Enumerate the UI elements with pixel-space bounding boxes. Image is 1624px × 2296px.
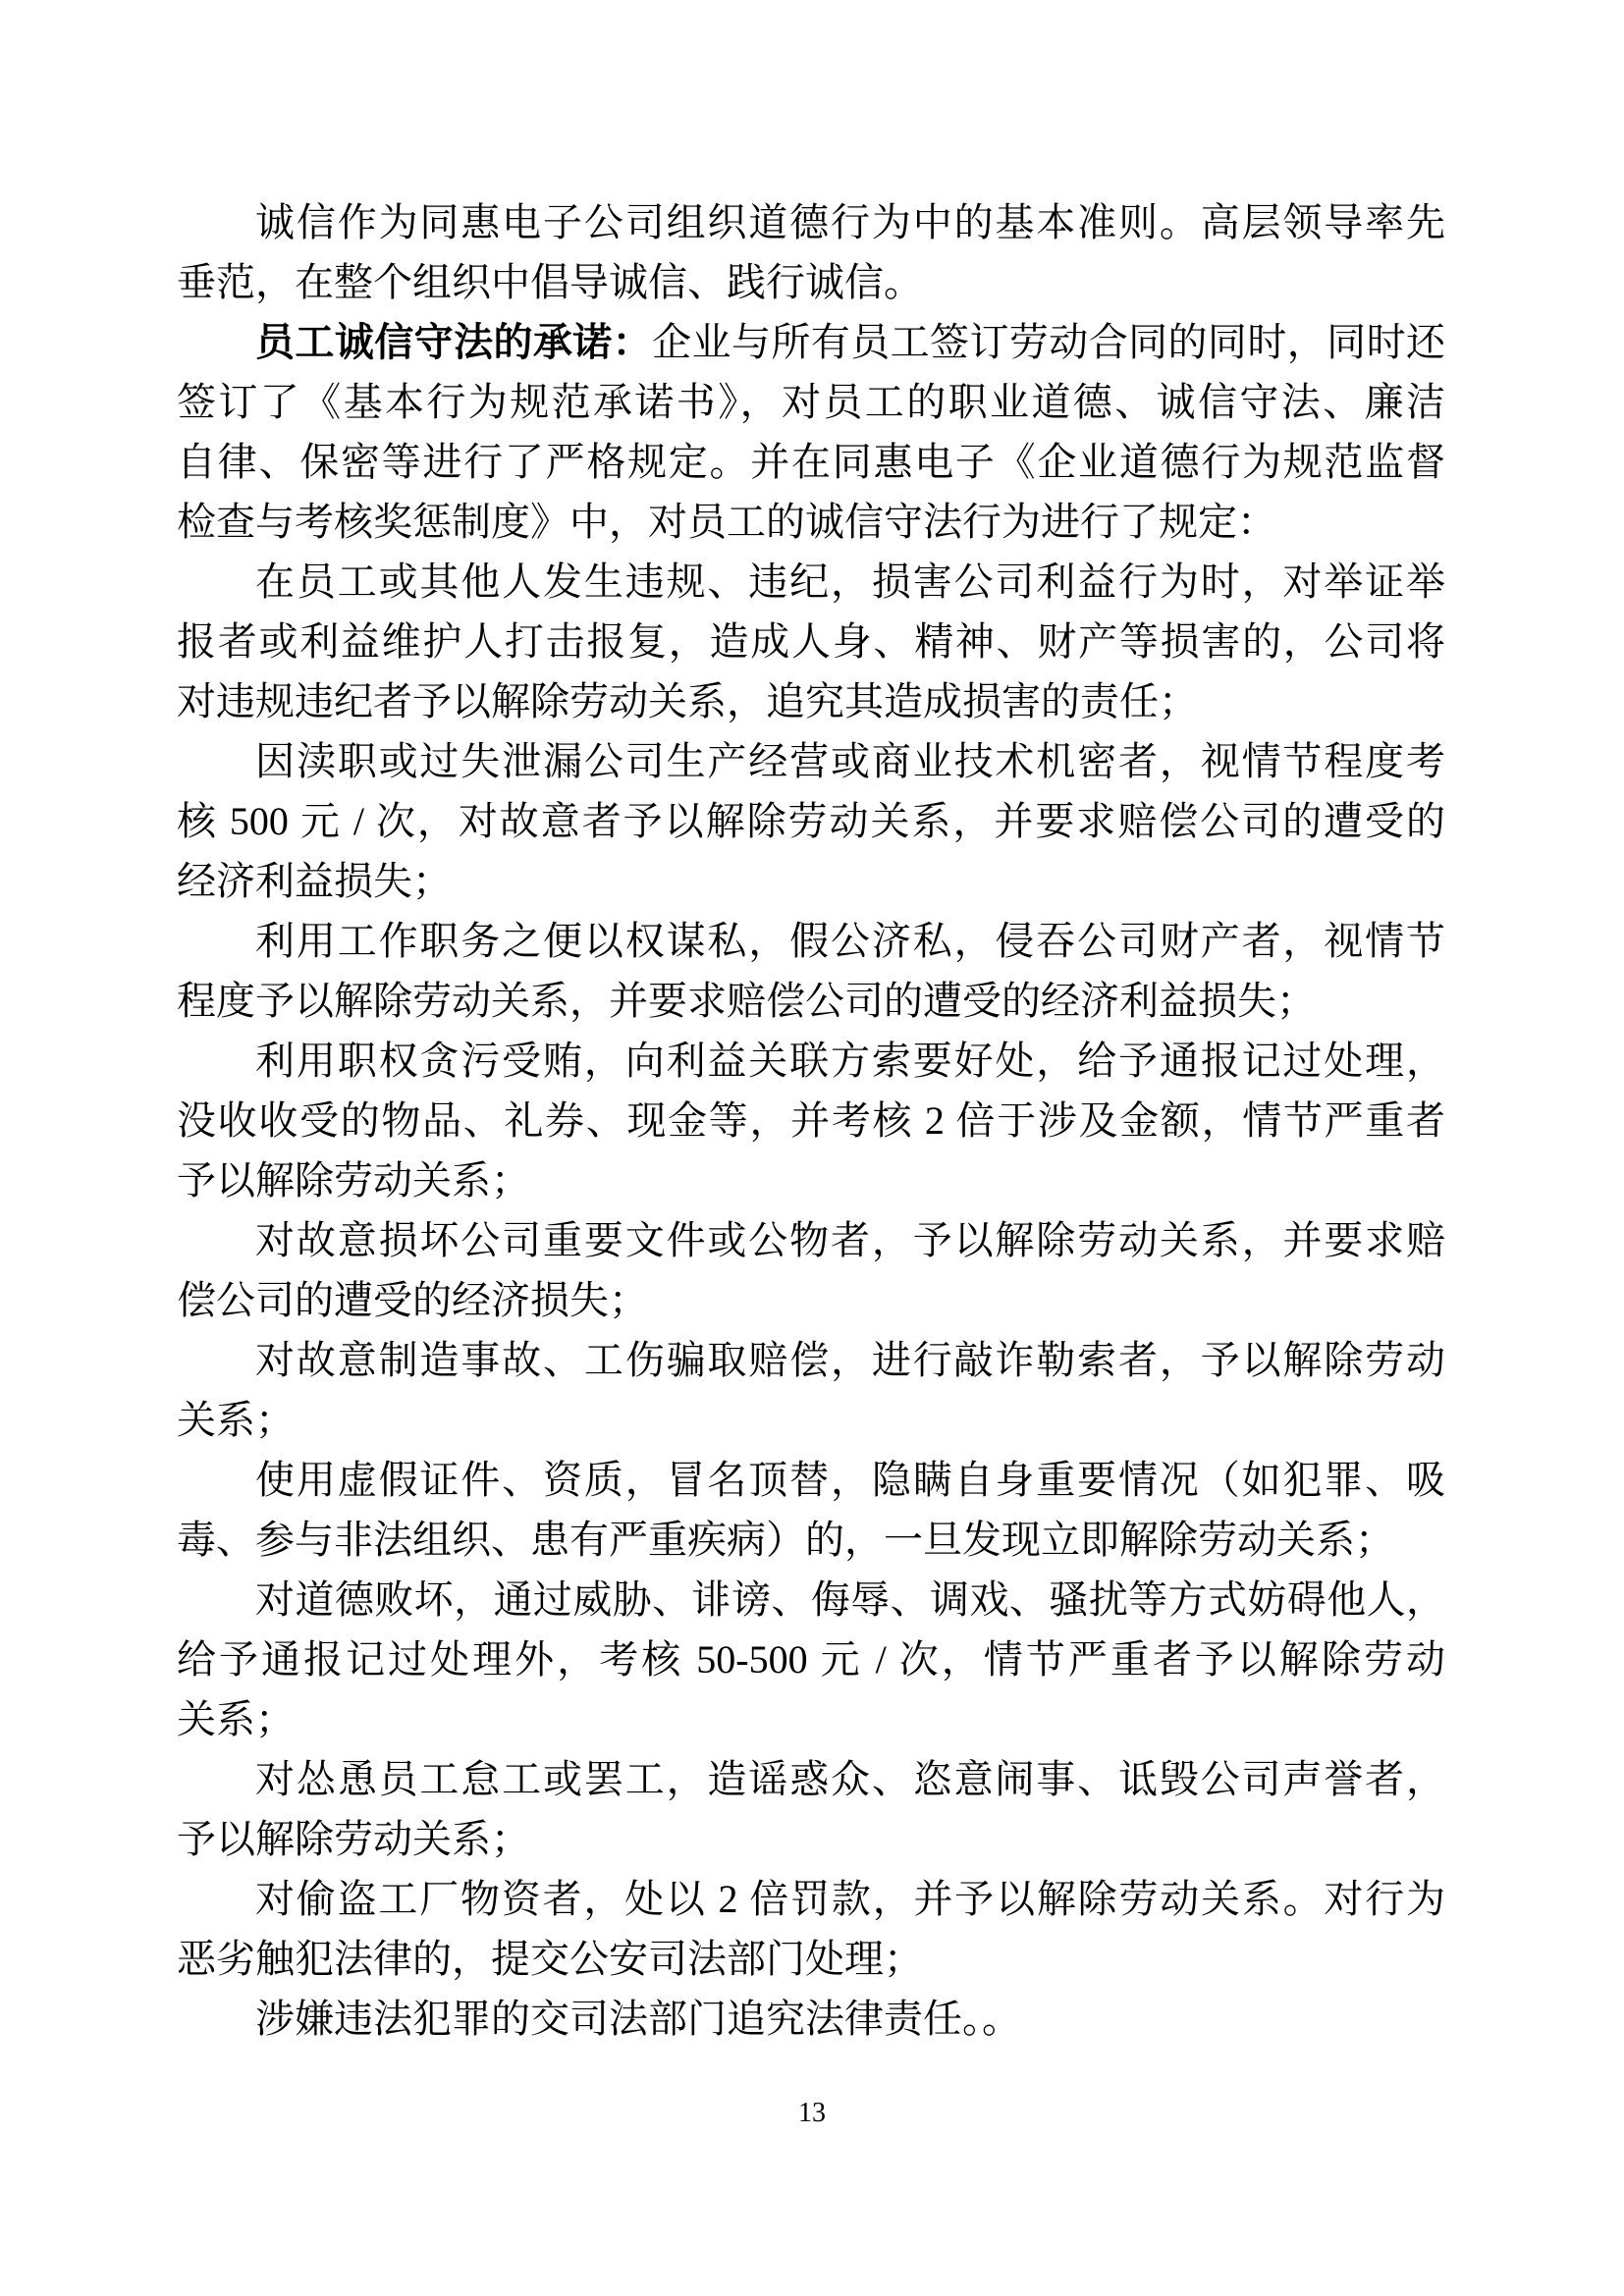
doc-line: 对怂恿员工怠工或罢工，造谣惑众、恣意闹事、诋毁公司声誉者， [255,1757,1445,1801]
doc-line: 在员工或其他人发生违规、违纪，损害公司利益行为时，对举证举 [255,560,1445,604]
doc-line: 核 500 元 / 次，对故意者予以解除劳动关系，并要求赔偿公司的遭受的 [177,799,1445,843]
doc-line: 利用工作职务之便以权谋私，假公济私，侵吞公司财产者，视情节 [255,919,1445,963]
doc-line: 给予通报记过处理外，考核 50-500 元 / 次，情节严重者予以解除劳动 [177,1637,1445,1682]
doc-line: 关系； [177,1697,295,1741]
doc-line: 予以解除劳动关系； [177,1158,530,1202]
doc-line: 对故意制造事故、工伤骗取赔偿，进行敲诈勒索者，予以解除劳动 [255,1338,1445,1382]
doc-line: 利用职权贪污受贿，向利益关联方索要好处，给予通报记过处理， [255,1039,1445,1083]
doc-line: 因渎职或过失泄漏公司生产经营或商业技术机密者，视情节程度考 [255,739,1445,783]
doc-line: 经济利益损失； [177,859,452,903]
doc-line: 对道德败坏，通过威胁、诽谤、侮辱、调戏、骚扰等方式妨碍他人， [255,1577,1445,1622]
doc-line: 涉嫌违法犯罪的交司法部门追究法律责任。。 [255,1997,1021,2041]
doc-line: 关系； [177,1398,295,1442]
doc-line: 没收收受的物品、礼券、现金等，并考核 2 倍于涉及金额，情节严重者 [177,1098,1445,1143]
doc-line [177,312,1445,372]
doc-line: 偿公司的遭受的经济损失； [177,1278,648,1322]
doc-line: 报者或利益维护人打击报复，造成人身、精神、财产等损害的，公司将 [177,619,1445,664]
doc-line-text: 企业与所有员工签订劳动合同的同时，同时还 [652,320,1445,364]
page-number: 13 [798,2098,826,2128]
doc-line: 对偷盗工厂物资者，处以 2 倍罚款，并予以解除劳动关系。对行为 [255,1877,1445,1921]
doc-line: 垂范，在整个组织中倡导诚信、践行诚信。 [177,260,923,304]
doc-line: 诚信作为同惠电子公司组织道德行为中的基本准则。高层领导率先 [255,200,1445,244]
doc-line: 检查与考核奖惩制度》中，对员工的诚信守法行为进行了规定： [177,500,1276,544]
doc-line: 签订了《基本行为规范承诺书》，对员工的职业道德、诚信守法、廉洁 [177,380,1445,424]
doc-line: 予以解除劳动关系； [177,1817,530,1861]
doc-line: 对违规违纪者予以解除劳动关系，追究其造成损害的责任； [177,679,1198,723]
doc-line: 对故意损坏公司重要文件或公物者，予以解除劳动关系，并要求赔 [255,1218,1445,1262]
doc-line: 使用虚假证件、资质，冒名顶替，隐瞒自身重要情况（如犯罪、吸 [255,1458,1445,1502]
doc-line: 毒、参与非法组织、患有严重疾病）的，一旦发现立即解除劳动关系； [177,1518,1394,1562]
document-body [177,192,1445,2049]
doc-line: 恶劣触犯法律的，提交公安司法部门处理； [177,1937,923,1981]
doc-line: 程度予以解除劳动关系，并要求赔偿公司的遭受的经济利益损失； [177,979,1316,1023]
doc-line: 自律、保密等进行了严格规定。并在同惠电子《企业道德行为规范监督 [177,440,1445,484]
doc-line-bold-lead: 员工诚信守法的承诺： [255,320,653,364]
